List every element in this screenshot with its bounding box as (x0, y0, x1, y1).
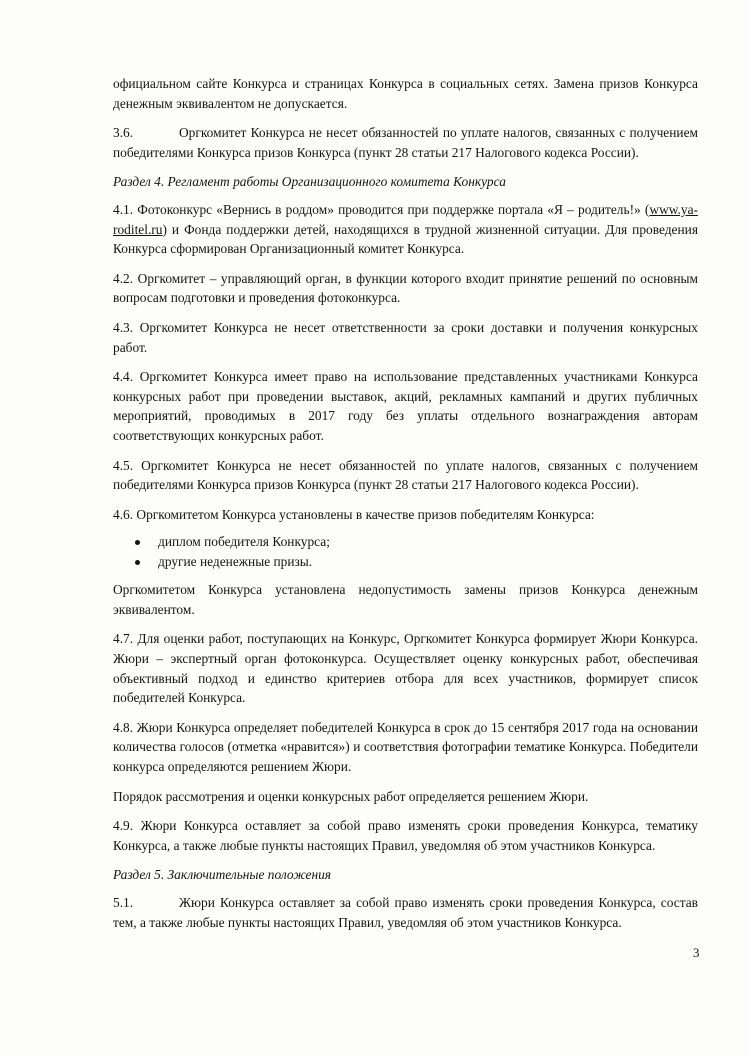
ya-roditel-link[interactable]: www.ya-roditel.ru (113, 201, 698, 237)
paragraph-3-6 (113, 123, 698, 162)
paragraph-4-3: 4.3. Оргкомитет Конкурса не несет ответственности за сроки доставки и получения конкурсных работ. (113, 319, 698, 355)
prize-list-item (113, 552, 698, 572)
paragraph-3-6-text: Оргкомитет Конкурса не несет обязанностей по уплате налогов, связанных с получением победителями Конкурса призов Конкурса (пункт 28 статьи 217 Налогового кодекса России). (113, 125, 698, 160)
document-body (113, 74, 698, 942)
paragraph-5-1-number: 5.1. (113, 895, 134, 910)
paragraph-4-2: 4.2. Оргкомитет – управляющий орган, в функции которого входит принятие решений по основным вопросам подготовки и проведения фотоконкурса. (113, 270, 698, 306)
paragraph-5-1 (113, 893, 698, 932)
paragraph-4-6: 4.6. Оргкомитетом Конкурса установлены в качестве призов победителям Конкурса: (113, 506, 595, 522)
paragraph-3-6-number: 3.6. (113, 125, 134, 141)
paragraph-4-8-after: Порядок рассмотрения и оценки конкурсных работ определяется решением Жюри. (113, 788, 589, 804)
paragraph-4-9: 4.9. Жюри Конкурса оставляет за собой право изменять сроки проведения Конкурса, тематику Конкурса, а также любые пункты настоящих Правил, уведомляя об этом участников Конкурса. (113, 818, 698, 853)
section-5-heading: Раздел 5. Заключительные положения (113, 867, 332, 883)
paragraph-intro: официальном сайте Конкурса и страницах Конкурса в социальных сетях. Замена призов Конкурса денежным эквивалентом не допускается. (113, 76, 698, 111)
section-4-heading: Раздел 4. Регламент работы Организационного комитета Конкурса (113, 174, 506, 190)
prize-list-item (113, 532, 698, 552)
paragraph-4-8: 4.8. Жюри Конкурса определяет победителей Конкурса в срок до 15 сентября 2017 года на основании количества голосов (отметка «нравится») и соответствия фотографии тематике Конкурса. Победители конкурса определяются решением Жюри. (113, 719, 698, 775)
paragraph-4-7: 4.7. Для оценки работ, поступающих на Конкурс, Оргкомитет Конкурса формирует Жюри Конкурса. Жюри – экспертный орган фотоконкурса. Осуществляет оценку конкурсных работ, обеспечивая объективный подход и единство критериев отбора для всех участников, формирует список победителей Конкурса. (113, 631, 698, 706)
paragraph-4-5: 4.5. Оргкомитет Конкурса не несет обязанностей по уплате налогов, связанных с получением победителями Конкурса призов Конкурса (пункт 28 статьи 217 Налогового кодекса России). (113, 457, 698, 493)
paragraph-4-4: 4.4. Оргкомитет Конкурса имеет право на использование представленных участниками Конкурса конкурсных работ при проведении выставок, акций, рекламных кампаний и других публичных мероприятий, проводимых в 2017 году без уплаты отдельного вознаграждения авторам соответствующих конкурсных работ. (113, 369, 698, 443)
paragraph-4-1-text-b: ) и Фонда поддержки детей, находящихся в трудной жизненной ситуации. Для проведения Конкурса сформирован Организационный комитет Конкурса. (113, 221, 698, 257)
prize-list-item-text: другие неденежные призы. (158, 554, 313, 570)
bullet-icon (135, 540, 140, 545)
prize-list-item-text: диплом победителя Конкурса; (158, 534, 330, 550)
paragraph-5-1-text: Жюри Конкурса оставляет за собой право изменять сроки проведения Конкурса, состав тем, а также любые пункты настоящих Правил, уведомляя об этом участников Конкурса. (113, 895, 698, 930)
prize-list (113, 532, 698, 572)
paragraph-4-1-text-a: 4.1. Фотоконкурс «Вернись в роддом» проводится при поддержке портала «Я – родитель!» ( (113, 201, 650, 217)
paragraph-4-6-after: Оргкомитетом Конкурса установлена недопустимость замены призов Конкурса денежным эквивалентом. (113, 582, 698, 617)
bullet-icon (135, 560, 140, 565)
page-number: 3 (693, 945, 700, 960)
paragraph-4-1 (113, 200, 698, 259)
